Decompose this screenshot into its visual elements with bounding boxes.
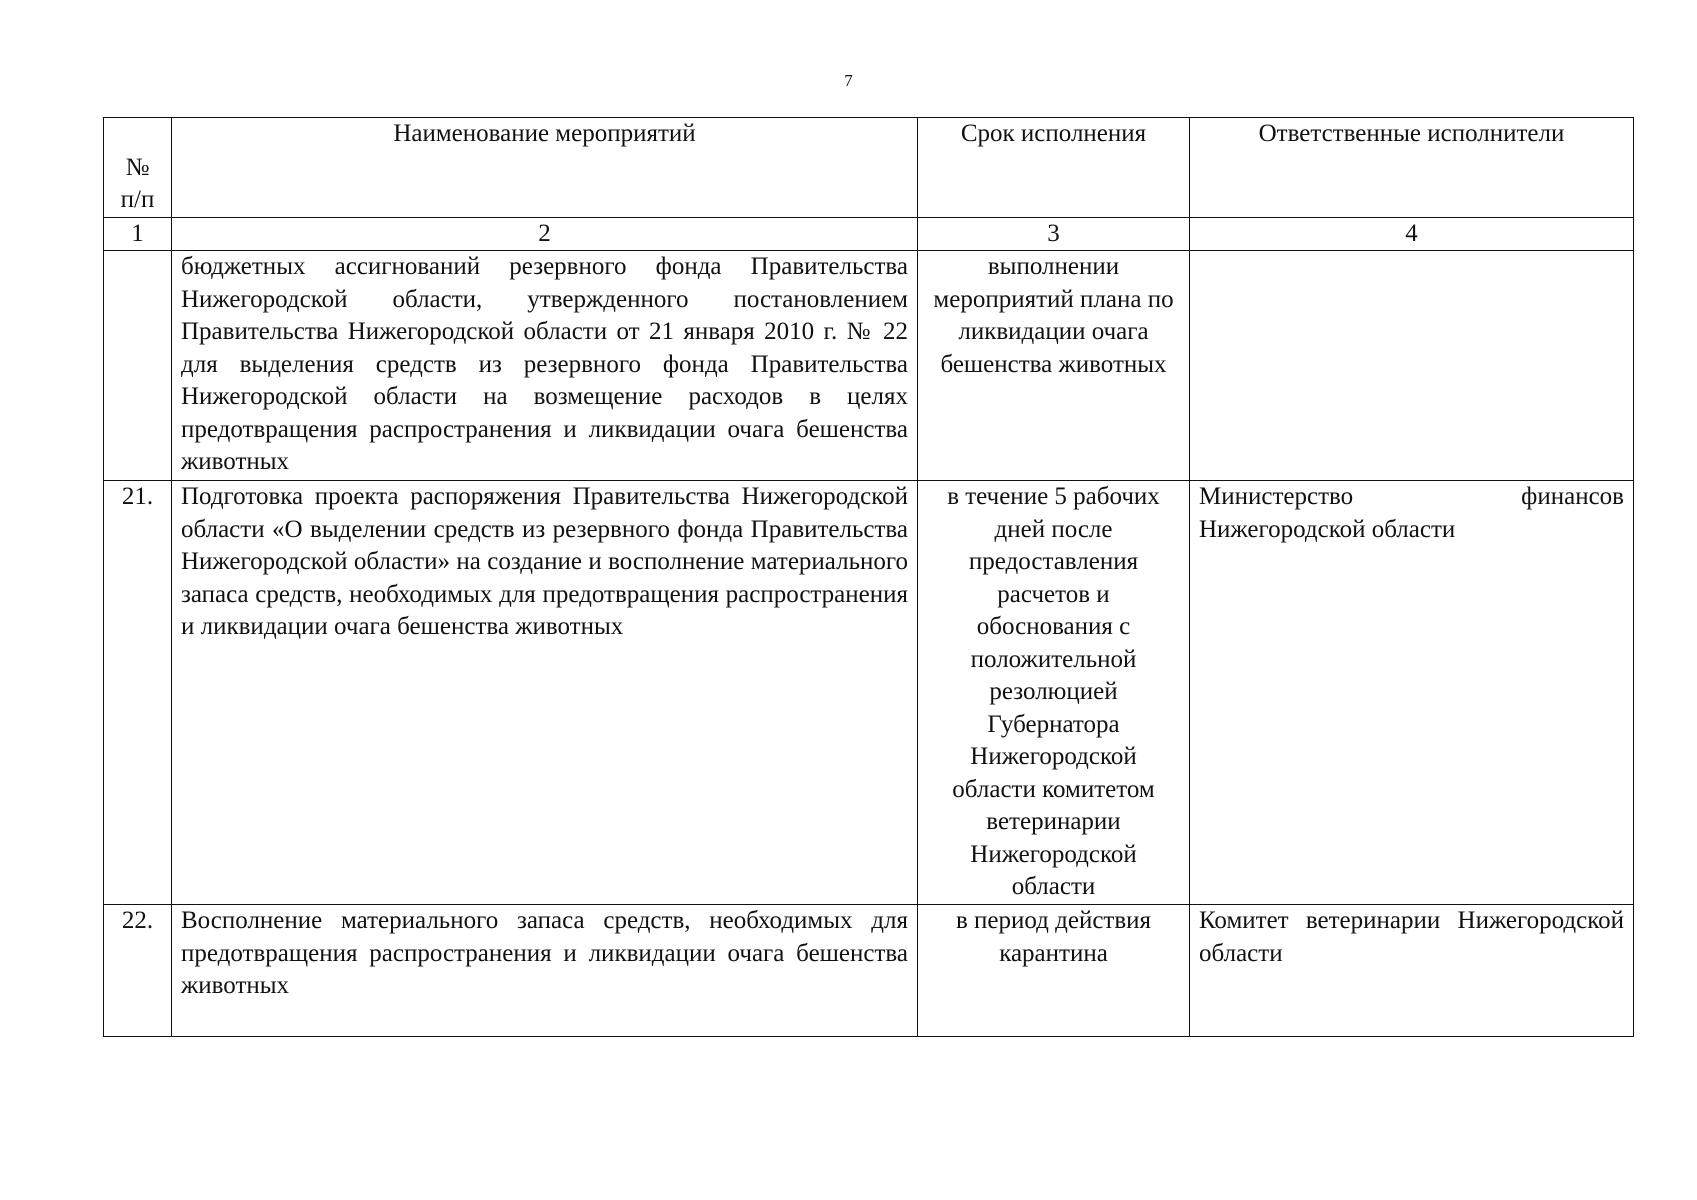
page-number: 7 (844, 71, 853, 90)
header-responsible: Ответственные исполнители (1190, 118, 1634, 218)
row-name: бюджетных ассигнований резервного фонда Правительства Нижегородской области, утвержденного постановлением Правительства Нижегородской области от 21 января 2010 г. № 22 для выделения средств из резервного фонда Правительства Нижегородской области на возмещение расходов в целях предотвращения распространения и ликвидации очага бешенства животных (172, 251, 918, 481)
row-number: 21. (104, 481, 172, 905)
measures-table (103, 117, 1634, 1037)
header-number-abbr: п/п (120, 186, 155, 213)
header-name: Наименование мероприятий (172, 118, 918, 218)
header-number (104, 118, 172, 218)
column-numbers-row (104, 218, 1634, 251)
row-responsible: Министерство финансов Нижегородской области (1190, 481, 1634, 905)
column-number: 2 (172, 218, 918, 251)
row-responsible (1190, 251, 1634, 481)
table-row (104, 905, 1634, 1037)
table-row (104, 481, 1634, 905)
row-number: 22. (104, 905, 172, 1037)
table-row (104, 251, 1634, 481)
column-number: 4 (1190, 218, 1634, 251)
header-deadline: Срок исполнения (918, 118, 1190, 218)
row-responsible: Комитет ветеринарии Нижегородской области (1190, 905, 1634, 1037)
row-deadline: выполнении мероприятий плана по ликвидации очага бешенства животных (918, 251, 1190, 481)
row-deadline: в период действия карантина (918, 905, 1190, 1037)
row-deadline: в течение 5 рабочих дней после предоставления расчетов и обоснования с положительной резолюцией Губернатора Нижегородской области комитетом ветеринарии Нижегородской области (918, 481, 1190, 905)
row-name: Подготовка проекта распоряжения Правительства Нижегородской области «О выделении средств из резервного фонда Правительства Нижегородской области» на создание и восполнение материального запаса средств, необходимых для предотвращения распространения и ликвидации очага бешенства животных (172, 481, 918, 905)
column-number: 3 (918, 218, 1190, 251)
row-name: Восполнение материального запаса средств, необходимых для предотвращения распространения и ликвидации очага бешенства животных (172, 905, 918, 1037)
table-header-row (104, 118, 1634, 218)
header-number-symbol: № (125, 154, 150, 181)
row-number (104, 251, 172, 481)
column-number: 1 (104, 218, 172, 251)
